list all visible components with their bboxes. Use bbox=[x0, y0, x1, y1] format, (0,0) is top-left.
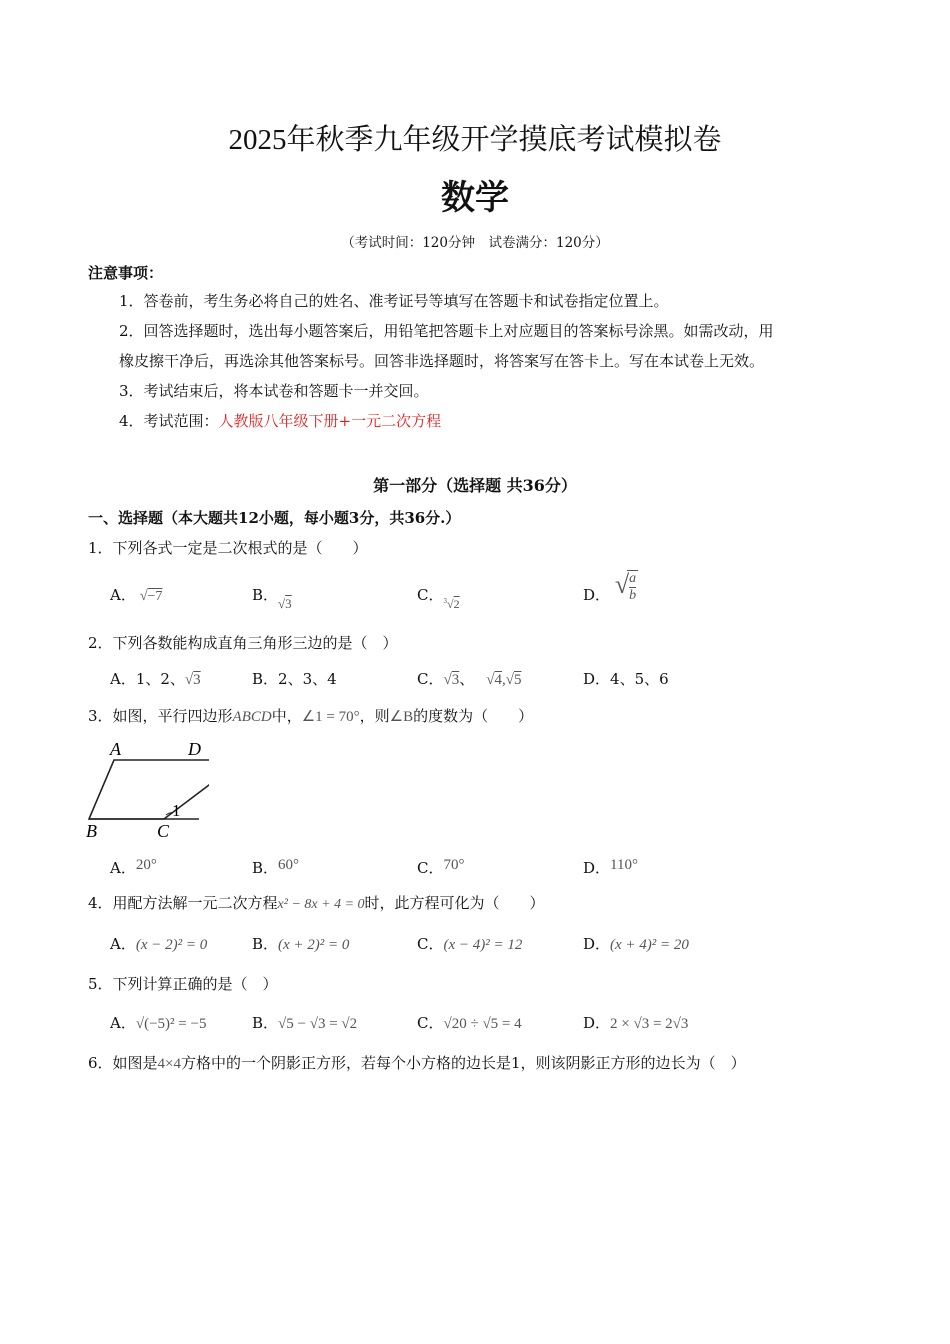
q4d-value: (x + 4)² = 20 bbox=[610, 937, 689, 953]
q3b-value: 60° bbox=[278, 857, 300, 873]
q4-option-b bbox=[252, 933, 349, 954]
q2-option-b: B．2、3、4 bbox=[252, 670, 337, 688]
q1b-value: 3 bbox=[285, 596, 292, 611]
parallelogram-shape bbox=[89, 760, 209, 819]
shape-name: ABCD bbox=[232, 709, 272, 725]
notice-heading: 注意事项： bbox=[88, 264, 164, 282]
q4-option-a bbox=[110, 933, 207, 954]
option-text: A．1、2、 bbox=[110, 670, 185, 688]
question-5-stem: 5．下列计算正确的是（ ） bbox=[88, 975, 278, 993]
q5-option-a bbox=[110, 1012, 206, 1033]
notice-item-1: 1．答卷前，考生务必将自己的姓名、准考证号等填写在答题卡和试卷指定位置上。 bbox=[119, 292, 669, 310]
q4b-value: (x + 2)² = 0 bbox=[278, 937, 350, 953]
notice-item-3: 3．考试结束后，将本试卷和答题卡一并交回。 bbox=[119, 382, 429, 400]
option-label: D． bbox=[583, 1014, 611, 1032]
part-title: 第一部分（选择题 共36分） bbox=[373, 476, 577, 495]
option-label: C． bbox=[417, 670, 444, 688]
q1-option-c: C．$_{^3√2}$ bbox=[417, 586, 460, 611]
q2-option-a: A．1、2、√3 bbox=[110, 670, 201, 688]
question-1-stem: 1．下列各式一定是二次根式的是（ ） bbox=[88, 539, 368, 557]
option-label: A． bbox=[110, 1014, 136, 1032]
q2c-root-3: 5 bbox=[513, 672, 522, 688]
stem-text: ，则 bbox=[359, 707, 390, 725]
question-3-stem bbox=[88, 705, 533, 726]
q4c-value: (x − 4)² = 12 bbox=[443, 937, 523, 953]
option-label: B． bbox=[252, 586, 279, 604]
separator: 、 bbox=[459, 670, 475, 688]
q4-option-d bbox=[583, 933, 689, 954]
q2-option-d: D．4、5、6 bbox=[583, 670, 669, 688]
option-label: A． bbox=[110, 935, 136, 953]
q1c-value: 2 bbox=[453, 597, 460, 611]
q5-option-c bbox=[417, 1012, 522, 1033]
q5a-value: √(−5)² = −5 bbox=[135, 1016, 207, 1032]
notice-item-4 bbox=[119, 410, 441, 431]
q2a-root: 3 bbox=[193, 672, 201, 688]
q5b-value: √5 − √3 = √2 bbox=[278, 1016, 358, 1032]
q1a-value: −7 bbox=[147, 589, 163, 604]
angle-given: ∠1 = 70° bbox=[301, 709, 360, 725]
q5-option-b bbox=[252, 1012, 357, 1033]
q5d-value: 2 × √3 = 2√3 bbox=[610, 1016, 689, 1032]
vertex-d-label: D bbox=[188, 739, 201, 759]
q3d-value: 110° bbox=[610, 857, 638, 873]
q3a-value: 20° bbox=[135, 857, 157, 873]
q4a-value: (x − 2)² = 0 bbox=[135, 937, 208, 953]
q5-option-d bbox=[583, 1012, 688, 1033]
option-label: C． bbox=[417, 1014, 444, 1032]
option-label: D． bbox=[583, 859, 611, 877]
q3-option-b bbox=[252, 857, 299, 878]
option-label: D． bbox=[583, 586, 611, 604]
q4-option-c bbox=[417, 933, 522, 954]
stem-text: 4．用配方法解一元二次方程 bbox=[88, 894, 278, 912]
notice-item-2: 2．回答选择题时，选出每小题答案后，用铅笔把答题卡上对应题目的答案标号涂黑。如需改动，用 bbox=[119, 322, 774, 340]
q3c-value: 70° bbox=[443, 857, 465, 873]
option-label: A． bbox=[110, 859, 136, 877]
scope-label: 4．考试范围： bbox=[119, 412, 219, 430]
q5c-value: √20 ÷ √5 = 4 bbox=[443, 1016, 522, 1032]
vertex-c-label: C bbox=[157, 821, 170, 841]
vertex-a-label: A bbox=[110, 739, 121, 759]
option-label: B． bbox=[252, 1014, 279, 1032]
grid-size: 4×4 bbox=[157, 1056, 182, 1072]
stem-text: 中， bbox=[271, 707, 302, 725]
option-label: D． bbox=[583, 935, 611, 953]
equation: x² − 8x + 4 = 0 bbox=[277, 897, 365, 912]
option-label: C． bbox=[417, 586, 444, 604]
notice-item-2-cont: 橡皮擦干净后，再选涂其他答案标号。回答非选择题时，将答案写在答卡上。写在本试卷上无效。 bbox=[119, 352, 765, 370]
vertex-b-label: B bbox=[86, 821, 97, 841]
q3-option-c bbox=[417, 857, 464, 878]
q3-option-d bbox=[583, 857, 638, 878]
question-6-stem bbox=[88, 1052, 746, 1073]
option-label: B． bbox=[252, 935, 279, 953]
comma: , bbox=[501, 672, 506, 688]
question-2-stem: 2．下列各数能构成直角三角形三边的是（ ） bbox=[88, 634, 398, 652]
angle-asked: ∠B bbox=[389, 709, 414, 725]
stem-text: 方格中的一个阴影正方形，若每个小方格的边长是1，则该阴影正方形的边长为（ ） bbox=[181, 1054, 746, 1072]
section-title: 一、选择题（本大题共12小题，每小题3分，共36分.） bbox=[88, 509, 461, 527]
exam-title: 2025年秋季九年级开学摸底考试模拟卷 bbox=[228, 124, 722, 156]
stem-text: 的度数为（ ） bbox=[413, 707, 534, 725]
q2c-root-2: 4 bbox=[494, 672, 502, 688]
scope-value: 人教版八年级下册+一元二次方程 bbox=[218, 412, 442, 430]
stem-text: 3．如图，平行四边形 bbox=[88, 707, 233, 725]
option-label: B． bbox=[252, 859, 279, 877]
q2-option-c: C．√3、 √4,√5 bbox=[417, 670, 522, 688]
option-label: C． bbox=[417, 935, 444, 953]
q1c-index: 3 bbox=[443, 597, 447, 605]
time-info: （考试时间：120分钟 试卷满分：120分） bbox=[341, 235, 609, 251]
q1d-denominator: b bbox=[629, 588, 637, 603]
q1-option-b: B．√3 bbox=[252, 586, 292, 611]
q3-option-a bbox=[110, 857, 157, 878]
q1d-numerator: a bbox=[629, 571, 637, 586]
stem-text: 6．如图是 bbox=[88, 1054, 158, 1072]
option-label: A． bbox=[110, 586, 136, 604]
option-label: C． bbox=[417, 859, 444, 877]
stem-text: 时，此方程可化为（ ） bbox=[364, 894, 545, 912]
subject-title: 数学 bbox=[441, 178, 509, 218]
angle-1-label: 1 bbox=[172, 801, 181, 820]
question-4-stem bbox=[88, 892, 545, 913]
q1-option-d: D． √ $\frac{a}{b}$ bbox=[583, 570, 637, 604]
q1-option-a: A． √−7 bbox=[110, 586, 163, 604]
q2c-root-1: 3 bbox=[451, 672, 460, 688]
parallelogram-figure bbox=[84, 735, 209, 845]
